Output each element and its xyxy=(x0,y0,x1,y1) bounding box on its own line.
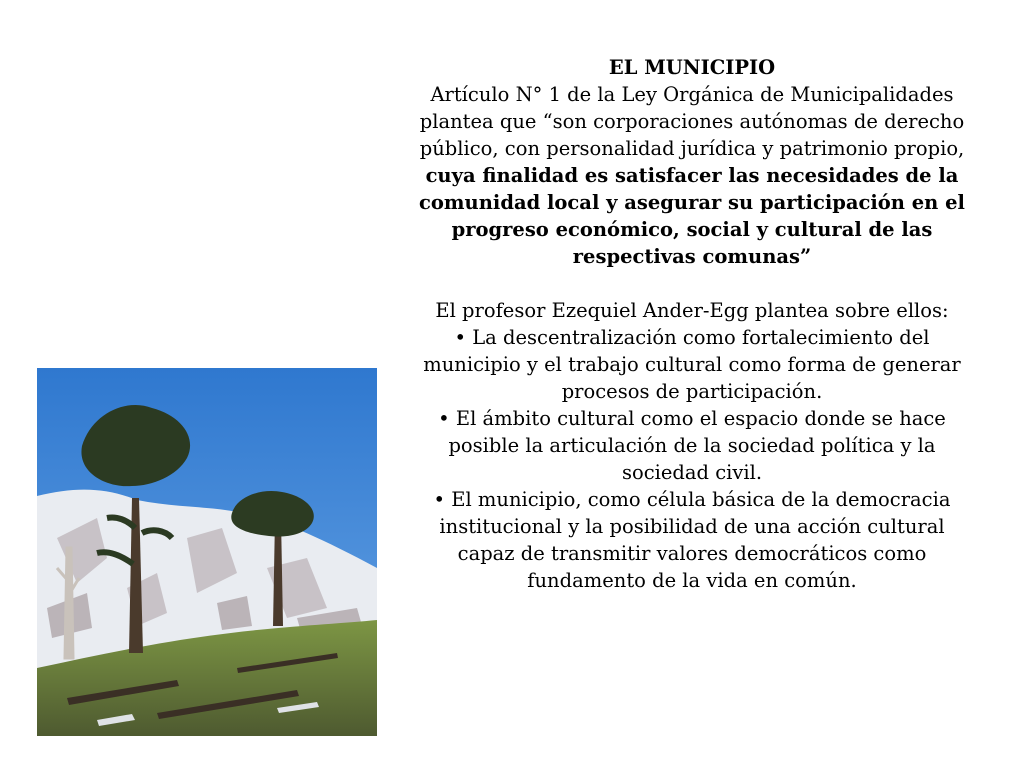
slide-title: EL MUNICIPIO xyxy=(608,56,776,79)
article-bold-text: cuya finalidad es satisfacer las necesidades de la comunidad local y asegurar su participación en el progreso económico, social y cultural de las respectivas comunas” xyxy=(419,164,965,268)
article-intro-text: Artículo N° 1 de la Ley Orgánica de Municipalidades plantea que “son corporaciones autónomas de derecho público, con personalidad jurídica y patrimonio propio, xyxy=(419,83,965,160)
article-paragraph xyxy=(410,81,974,270)
bullet-point-1: • La descentralización como fortalecimiento del municipio y el trabajo cultural como forma de generar procesos de participación. xyxy=(423,326,961,403)
araucaria-landscape-photo xyxy=(37,368,377,736)
slide-text-block xyxy=(410,54,974,594)
landscape-illustration xyxy=(37,368,377,736)
bullet-point-2: • El ámbito cultural como el espacio donde se hace posible la articulación de la sociedad política y la sociedad civil. xyxy=(438,407,946,484)
professor-intro: El profesor Ezequiel Ander-Egg plantea sobre ellos: xyxy=(435,299,949,322)
paragraph-spacer xyxy=(410,270,974,297)
bullet-point-3: • El municipio, como célula básica de la democracia institucional y la posibilidad de una acción cultural capaz de transmitir valores democráticos como fundamento de la vida en común. xyxy=(433,488,951,592)
